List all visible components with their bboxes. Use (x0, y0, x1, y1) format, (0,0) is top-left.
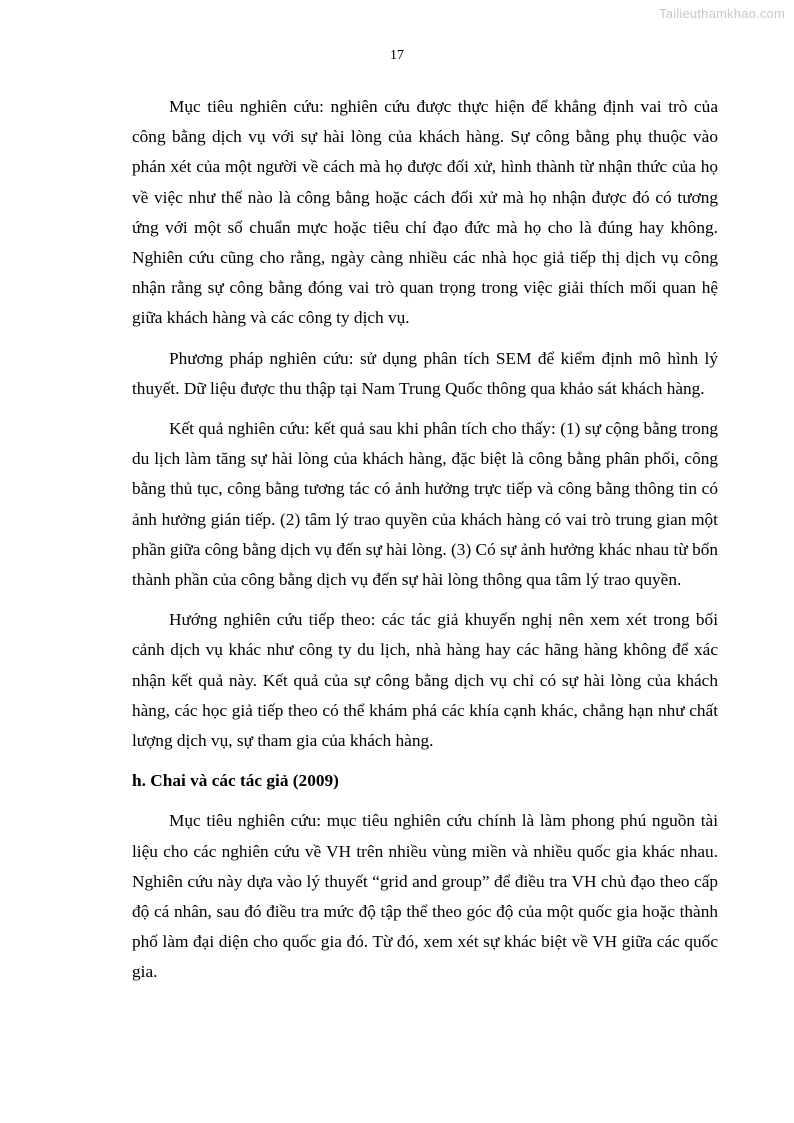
paragraph-research-method: Phương pháp nghiên cứu: sử dụng phân tích SEM để kiểm định mô hình lý thuyết. Dữ liệu được thu thập tại Nam Trung Quốc thông qua khảo sát khách hàng. (132, 348, 718, 398)
paragraph-future-research: Hướng nghiên cứu tiếp theo: các tác giả khuyến nghị nên xem xét trong bối cảnh dịch vụ khác như công ty du lịch, nhà hàng hay các hãng hàng không để xác nhận kết quả này. Kết quả của sự công bằng dịch vụ chỉ có sự hài lòng của khách hàng, các học giả tiếp theo có thể khám phá các khía cạnh khác, chẳng hạn như chất lượng dịch vụ, sự tham gia của khách hàng. (132, 610, 718, 751)
paragraph-research-results: Kết quả nghiên cứu: kết quả sau khi phân tích cho thấy: (1) sự cộng bằng trong du lịch làm tăng sự hài lòng của khách hàng, đặc biệt là công bằng phân phối, công bằng thủ tục, công bằng tương tác có ảnh hưởng trực tiếp và công bằng thông tin có ảnh hưởng gián tiếp. (2) tâm lý trao quyền của khách hàng có vai trò trung gian một phần giữa công bằng dịch vụ đến sự hài lòng. (3) Có sự ảnh hưởng khác nhau từ bốn thành phần của công bằng dịch vụ đến sự hài lòng thông qua tâm lý trao quyền. (132, 419, 718, 590)
document-body (132, 92, 718, 998)
paragraph-section-objective: Mục tiêu nghiên cứu: mục tiêu nghiên cứu chính là làm phong phú nguồn tài liệu cho các nghiên cứu về VH trên nhiều vùng miền và nhiều quốc gia khác nhau. Nghiên cứu này dựa vào lý thuyết “grid and group” để điều tra VH chủ đạo theo cấp độ cá nhân, sau đó điều tra mức độ tập thể theo góc độ của một quốc gia hoặc thành phố làm đại diện cho quốc gia đó. Từ đó, xem xét sự khác biệt về VH giữa các quốc gia. (132, 811, 718, 982)
paragraph-research-objective: Mục tiêu nghiên cứu: nghiên cứu được thực hiện để khẳng định vai trò của công bằng dịch vụ với sự hài lòng của khách hàng. Sự công bằng phụ thuộc vào phán xét của một người về cách mà họ được đối xử, hình thành từ nhận thức của họ về việc như thế nào là công bằng hoặc cách đối xử mà họ nhận được đó có tương ứng với một số chuẩn mực hoặc tiêu chí đạo đức mà họ cho là đúng hay không. Nghiên cứu cũng cho rằng, ngày càng nhiều các nhà học giả tiếp thị dịch vụ công nhận rằng sự công bằng đóng vai trò quan trọng trong việc giải thích mối quan hệ giữa khách hàng và các công ty dịch vụ. (132, 97, 718, 328)
section-heading: h. Chai và các tác giả (2009) (132, 771, 339, 791)
page-number: 17 (390, 48, 404, 63)
watermark-text: Tailieuthamkhao.com (659, 6, 785, 21)
